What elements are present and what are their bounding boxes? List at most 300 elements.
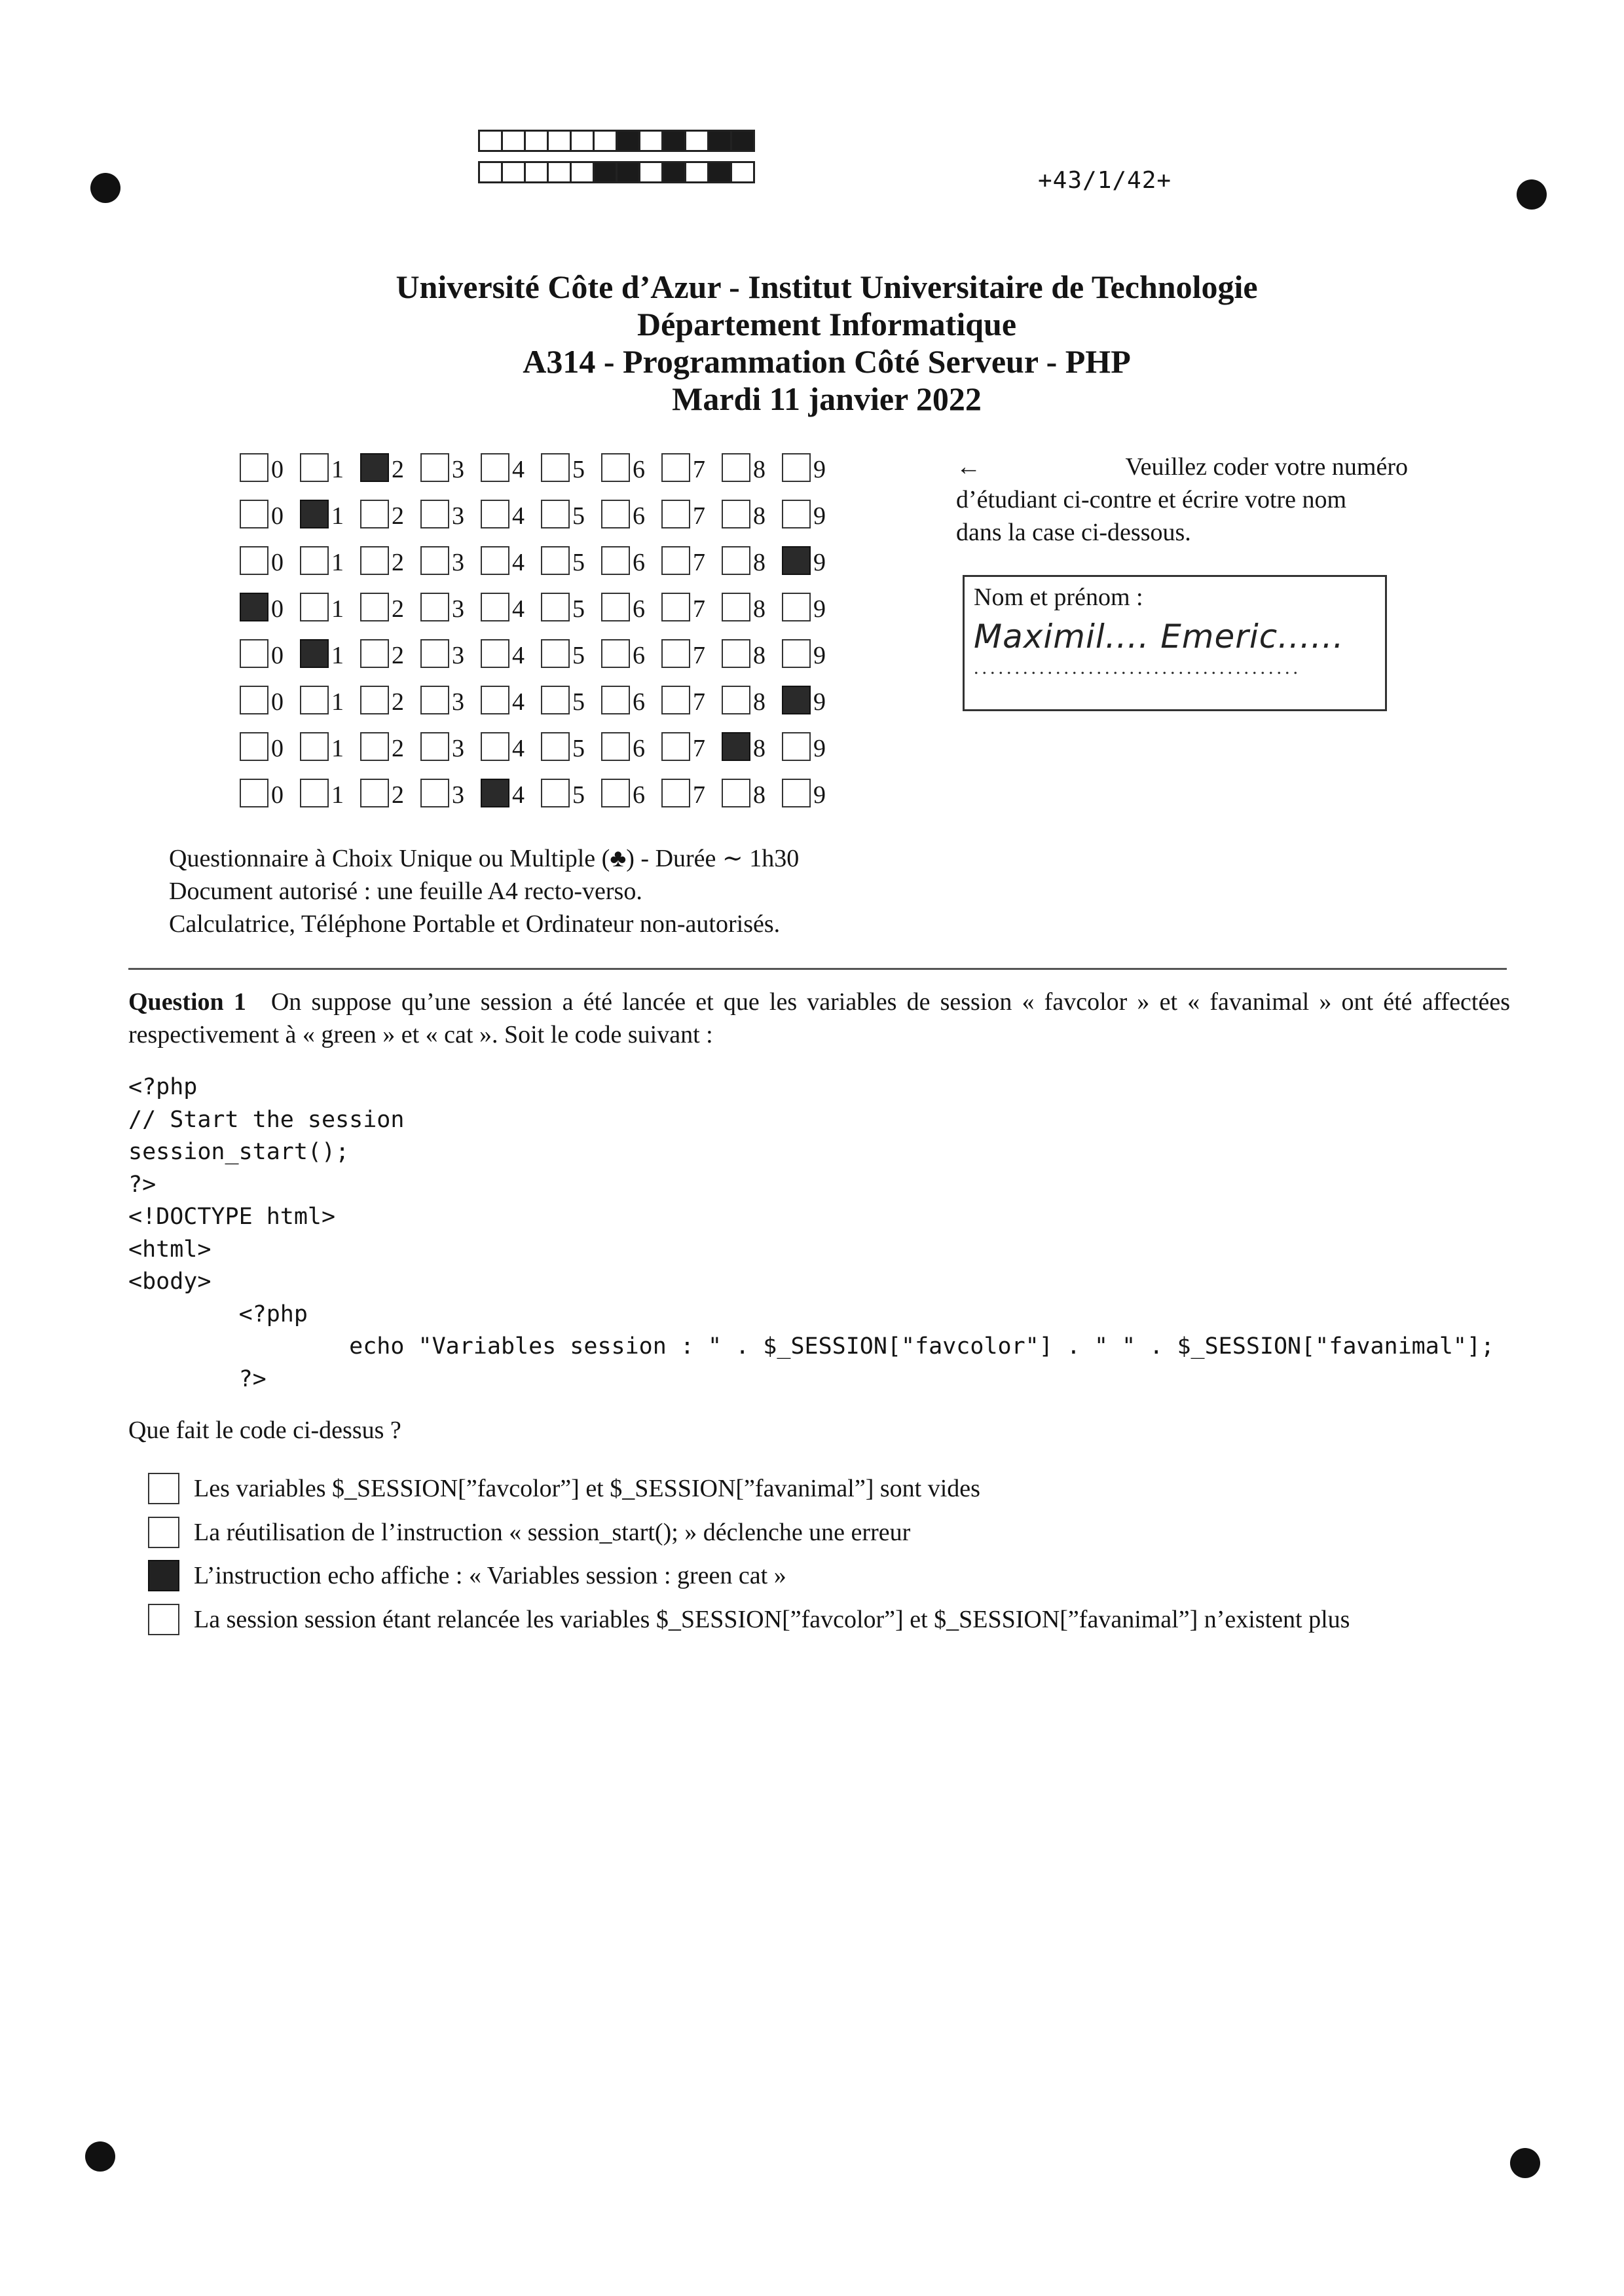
digit-checkbox[interactable] (722, 593, 750, 621)
digit-checkbox[interactable] (661, 500, 690, 528)
name-box-label: Nom et prénom : (974, 583, 1143, 611)
handwritten-name: Maximil.... Emeric...... (974, 618, 1344, 656)
digit-label: 3 (452, 734, 464, 762)
digit-label: 8 (753, 502, 766, 530)
header-course: A314 - Programmation Côté Serveur - PHP (523, 343, 1131, 380)
exam-rules (169, 842, 799, 940)
digit-checkbox[interactable] (360, 779, 389, 807)
digit-checkbox[interactable] (541, 453, 570, 482)
digit-label: 2 (392, 734, 404, 762)
answer-text: Les variables $_SESSION[”favcolor”] et $_SESSION[”favanimal”] sont vides (194, 1475, 980, 1503)
digit-option (661, 546, 722, 575)
question-prompt: Que fait le code ci-dessus ? (128, 1416, 401, 1444)
digit-label: 8 (753, 781, 766, 809)
digit-checkbox[interactable] (722, 453, 750, 482)
digit-label: 9 (813, 641, 826, 669)
digit-label: 4 (512, 595, 525, 623)
barcode-cell (570, 161, 595, 183)
digit-option (481, 546, 541, 575)
digit-label: 2 (392, 781, 404, 809)
digit-checkbox[interactable] (541, 686, 570, 714)
question-title: Question 1 (128, 988, 246, 1016)
digit-label: 1 (331, 781, 344, 809)
digit-checkbox[interactable] (661, 686, 690, 714)
digit-option (541, 546, 601, 575)
digit-label: 9 (813, 734, 826, 762)
digit-checkbox[interactable] (300, 593, 329, 621)
digit-option (360, 453, 420, 482)
digit-option (541, 453, 601, 482)
digit-checkbox[interactable] (240, 639, 268, 668)
digit-label: 6 (633, 641, 645, 669)
digit-label: 6 (633, 548, 645, 576)
barcode-cell (684, 130, 709, 152)
digit-option (782, 546, 842, 575)
barcode-cell (547, 130, 572, 152)
header-department: Département Informatique (637, 306, 1017, 343)
rules-line-3: Calculatrice, Téléphone Portable et Ordinateur non-autorisés. (169, 910, 781, 938)
digit-checkbox[interactable] (661, 779, 690, 807)
digit-option (661, 500, 722, 528)
barcode-top-row (478, 130, 753, 152)
digit-label: 3 (452, 455, 464, 483)
digit-option (782, 639, 842, 668)
digit-option (661, 453, 722, 482)
copy-identifier: +43/1/42+ (1038, 167, 1172, 194)
digit-option (661, 686, 722, 714)
digit-option (481, 686, 541, 714)
digit-label: 7 (693, 641, 705, 669)
digit-option (420, 593, 481, 621)
digit-checkbox[interactable] (300, 686, 329, 714)
digit-checkbox-filled[interactable] (722, 732, 750, 761)
digit-checkbox[interactable] (240, 732, 268, 761)
barcode-bottom-row (478, 161, 753, 183)
digit-checkbox[interactable] (420, 639, 449, 668)
answer-options (148, 1467, 1350, 1641)
digit-checkbox[interactable] (601, 779, 630, 807)
digit-label: 9 (813, 548, 826, 576)
digit-option (481, 779, 541, 807)
name-box[interactable] (963, 575, 1387, 711)
digit-checkbox-filled[interactable] (782, 546, 811, 575)
digit-option (541, 686, 601, 714)
digit-checkbox[interactable] (481, 500, 509, 528)
digit-label: 4 (512, 548, 525, 576)
digit-checkbox[interactable] (661, 546, 690, 575)
digit-option (240, 546, 300, 575)
digit-label: 1 (331, 595, 344, 623)
barcode-cell (524, 161, 549, 183)
digit-option (782, 500, 842, 528)
digit-checkbox[interactable] (601, 593, 630, 621)
digit-checkbox[interactable] (481, 639, 509, 668)
code-listing: <?php // Start the session session_start(); ?> <!DOCTYPE html> <html> <body> <?php echo "Variables session : " . $_SESSION["favcolor"] . " " . $_SESSION["favanimal"]; ?> (128, 1074, 1495, 1392)
digit-label: 5 (572, 641, 585, 669)
digit-checkbox[interactable] (420, 732, 449, 761)
digit-label: 0 (271, 502, 284, 530)
answer-checkbox[interactable] (148, 1604, 179, 1635)
digit-checkbox[interactable] (240, 546, 268, 575)
digit-option (420, 686, 481, 714)
digit-label: 6 (633, 595, 645, 623)
barcode-cell (478, 161, 503, 183)
digit-checkbox[interactable] (481, 593, 509, 621)
digit-label: 5 (572, 548, 585, 576)
digit-checkbox[interactable] (601, 453, 630, 482)
digit-checkbox[interactable] (420, 593, 449, 621)
barcode-cell (501, 161, 526, 183)
answer-checkbox[interactable] (148, 1517, 179, 1548)
digit-checkbox[interactable] (601, 732, 630, 761)
digit-label: 7 (693, 455, 705, 483)
digit-option (601, 453, 661, 482)
digit-label: 0 (271, 734, 284, 762)
digit-checkbox[interactable] (481, 686, 509, 714)
digit-label: 7 (693, 688, 705, 716)
digit-label: 6 (633, 734, 645, 762)
digit-option (240, 593, 300, 621)
digit-checkbox[interactable] (420, 686, 449, 714)
digit-label: 1 (331, 502, 344, 530)
digit-option (481, 593, 541, 621)
digit-option (300, 639, 360, 668)
digit-label: 8 (753, 734, 766, 762)
digit-option (300, 732, 360, 761)
digit-label: 1 (331, 455, 344, 483)
digit-option (661, 639, 722, 668)
digit-label: 0 (271, 455, 284, 483)
digit-label: 8 (753, 548, 766, 576)
digit-checkbox[interactable] (601, 639, 630, 668)
student-number-row (240, 676, 842, 723)
digit-option (360, 593, 420, 621)
digit-checkbox[interactable] (481, 732, 509, 761)
digit-checkbox[interactable] (541, 779, 570, 807)
answer-text: La session session étant relancée les variables $_SESSION[”favcolor”] et $_SESSION[”favanimal”] n’existent plus (194, 1605, 1350, 1633)
digit-checkbox-filled[interactable] (300, 500, 329, 528)
barcode-cell (638, 161, 663, 183)
digit-checkbox[interactable] (782, 500, 811, 528)
digit-checkbox[interactable] (722, 546, 750, 575)
barcode-cell (570, 130, 595, 152)
digit-option (722, 500, 782, 528)
digit-checkbox[interactable] (722, 500, 750, 528)
digit-option (420, 453, 481, 482)
digit-option (300, 453, 360, 482)
digit-label: 8 (753, 688, 766, 716)
barcode-cell (593, 130, 618, 152)
digit-checkbox[interactable] (541, 639, 570, 668)
digit-checkbox[interactable] (661, 593, 690, 621)
digit-option (481, 500, 541, 528)
digit-option (360, 779, 420, 807)
barcode-cell (661, 161, 686, 183)
digit-option (420, 732, 481, 761)
digit-label: 7 (693, 734, 705, 762)
digit-option (240, 732, 300, 761)
digit-checkbox[interactable] (420, 453, 449, 482)
digit-checkbox[interactable] (722, 779, 750, 807)
digit-checkbox[interactable] (782, 779, 811, 807)
digit-label: 6 (633, 502, 645, 530)
digit-option (541, 779, 601, 807)
barcode-cell (638, 130, 663, 152)
instructions-line-3: dans la case ci-dessous. (956, 519, 1191, 546)
digit-option (300, 686, 360, 714)
student-number-row (240, 537, 842, 583)
digit-label: 3 (452, 595, 464, 623)
digit-option (360, 546, 420, 575)
digit-option (722, 639, 782, 668)
digit-label: 2 (392, 455, 404, 483)
answer-checkbox-filled[interactable] (148, 1560, 179, 1591)
digit-option (601, 593, 661, 621)
digit-checkbox-filled[interactable] (300, 639, 329, 668)
digit-label: 3 (452, 781, 464, 809)
digit-label: 0 (271, 595, 284, 623)
digit-option (722, 593, 782, 621)
digit-label: 4 (512, 781, 525, 809)
digit-label: 9 (813, 781, 826, 809)
digit-option (481, 639, 541, 668)
digit-checkbox[interactable] (360, 639, 389, 668)
digit-checkbox[interactable] (300, 779, 329, 807)
digit-checkbox[interactable] (661, 453, 690, 482)
digit-option (782, 732, 842, 761)
digit-label: 2 (392, 641, 404, 669)
student-number-row (240, 630, 842, 676)
digit-option (541, 500, 601, 528)
digit-label: 1 (331, 734, 344, 762)
digit-label: 2 (392, 548, 404, 576)
digit-label: 8 (753, 641, 766, 669)
student-number-row (240, 583, 842, 630)
barcode-cell (478, 130, 503, 152)
digit-checkbox[interactable] (300, 732, 329, 761)
answer-checkbox[interactable] (148, 1473, 179, 1504)
student-number-instructions (956, 451, 1408, 549)
digit-label: 4 (512, 688, 525, 716)
divider (128, 968, 1507, 970)
digit-option (782, 686, 842, 714)
digit-option (601, 639, 661, 668)
digit-option (420, 500, 481, 528)
barcode-cell (707, 161, 732, 183)
rules-line-2: Document autorisé : une feuille A4 recto-verso. (169, 878, 642, 905)
digit-checkbox[interactable] (782, 453, 811, 482)
digit-option (360, 500, 420, 528)
student-number-row (240, 444, 842, 491)
digit-checkbox[interactable] (481, 546, 509, 575)
question-text: On suppose qu’une session a été lancée et que les variables de session « favcolor » et « favanimal » ont été affectées respectivement à « green » et « cat ». Soit le code suivant : (128, 988, 1511, 1048)
digit-label: 9 (813, 688, 826, 716)
answer-text: La réutilisation de l’instruction « session_start(); » déclenche une erreur (194, 1518, 911, 1546)
digit-checkbox[interactable] (240, 686, 268, 714)
digit-checkbox[interactable] (360, 500, 389, 528)
student-number-row (240, 723, 842, 769)
digit-label: 2 (392, 502, 404, 530)
digit-option (782, 779, 842, 807)
digit-checkbox[interactable] (300, 546, 329, 575)
barcode-cell (661, 130, 686, 152)
digit-label: 9 (813, 595, 826, 623)
digit-label: 4 (512, 455, 525, 483)
digit-label: 0 (271, 688, 284, 716)
digit-label: 2 (392, 595, 404, 623)
digit-label: 9 (813, 455, 826, 483)
digit-label: 7 (693, 548, 705, 576)
digit-checkbox[interactable] (420, 779, 449, 807)
digit-label: 5 (572, 595, 585, 623)
digit-label: 4 (512, 641, 525, 669)
digit-checkbox[interactable] (300, 453, 329, 482)
digit-checkbox[interactable] (541, 500, 570, 528)
answer-text: L’instruction echo affiche : « Variables session : green cat » (194, 1562, 786, 1590)
digit-option (541, 732, 601, 761)
registration-mark-bottom-left (85, 2141, 115, 2172)
barcode-cell (524, 130, 549, 152)
digit-checkbox[interactable] (541, 593, 570, 621)
digit-checkbox[interactable] (360, 732, 389, 761)
barcode-cell (684, 161, 709, 183)
digit-option (661, 732, 722, 761)
digit-label: 3 (452, 548, 464, 576)
digit-option (601, 779, 661, 807)
barcode-cell (547, 161, 572, 183)
student-number-grid (240, 444, 842, 816)
barcode-cell (730, 130, 755, 152)
rules-line-1: Questionnaire à Choix Unique ou Multiple (♣) - Durée ∼ 1h30 (169, 845, 800, 872)
digit-checkbox-filled[interactable] (481, 779, 509, 807)
digit-checkbox-filled[interactable] (782, 686, 811, 714)
student-number-row (240, 491, 842, 537)
barcode-cell (593, 161, 618, 183)
digit-option (722, 732, 782, 761)
digit-checkbox[interactable] (601, 546, 630, 575)
digit-label: 4 (512, 734, 525, 762)
digit-checkbox-filled[interactable] (240, 593, 268, 621)
digit-label: 0 (271, 781, 284, 809)
name-dotted-line: ........................................ (974, 657, 1301, 678)
digit-checkbox-filled[interactable] (360, 453, 389, 482)
digit-label: 7 (693, 595, 705, 623)
digit-option (240, 453, 300, 482)
digit-option (300, 593, 360, 621)
digit-label: 9 (813, 502, 826, 530)
digit-checkbox[interactable] (240, 453, 268, 482)
digit-checkbox[interactable] (661, 639, 690, 668)
digit-label: 3 (452, 502, 464, 530)
digit-checkbox[interactable] (722, 686, 750, 714)
digit-option (661, 779, 722, 807)
digit-checkbox[interactable] (661, 732, 690, 761)
digit-option (481, 453, 541, 482)
digit-label: 1 (331, 641, 344, 669)
barcode-cell (501, 130, 526, 152)
digit-option (300, 779, 360, 807)
digit-label: 3 (452, 688, 464, 716)
digit-label: 6 (633, 455, 645, 483)
digit-checkbox[interactable] (541, 732, 570, 761)
digit-label: 6 (633, 688, 645, 716)
digit-option (240, 639, 300, 668)
digit-option (722, 686, 782, 714)
registration-mark-bottom-right (1510, 2148, 1540, 2178)
digit-option (481, 732, 541, 761)
digit-option (240, 500, 300, 528)
answer-option (148, 1511, 1350, 1555)
question-statement (128, 986, 1510, 1051)
digit-label: 5 (572, 734, 585, 762)
digit-label: 5 (572, 502, 585, 530)
digit-checkbox[interactable] (601, 686, 630, 714)
digit-checkbox[interactable] (420, 546, 449, 575)
header-university: Université Côte d’Azur - Institut Universitaire de Technologie (396, 268, 1258, 305)
digit-option (601, 686, 661, 714)
barcode-cell (730, 161, 755, 183)
digit-checkbox[interactable] (481, 453, 509, 482)
digit-checkbox[interactable] (722, 639, 750, 668)
digit-checkbox[interactable] (420, 500, 449, 528)
digit-label: 0 (271, 548, 284, 576)
digit-label: 7 (693, 502, 705, 530)
digit-checkbox[interactable] (360, 686, 389, 714)
answer-option (148, 1467, 1350, 1511)
instructions-line-2: d’étudiant ci-contre et écrire votre nom (956, 486, 1347, 513)
student-number-row (240, 769, 842, 816)
digit-checkbox[interactable] (601, 500, 630, 528)
digit-option (360, 639, 420, 668)
digit-option (601, 500, 661, 528)
digit-option (782, 453, 842, 482)
digit-checkbox[interactable] (782, 732, 811, 761)
left-arrow-icon: ← (956, 453, 981, 481)
digit-label: 8 (753, 455, 766, 483)
digit-checkbox[interactable] (240, 779, 268, 807)
digit-label: 5 (572, 688, 585, 716)
digit-checkbox[interactable] (360, 593, 389, 621)
digit-label: 5 (572, 455, 585, 483)
digit-option (420, 546, 481, 575)
digit-checkbox[interactable] (782, 593, 811, 621)
digit-option (541, 593, 601, 621)
digit-checkbox[interactable] (782, 639, 811, 668)
digit-label: 1 (331, 548, 344, 576)
digit-checkbox[interactable] (240, 500, 268, 528)
digit-option (601, 732, 661, 761)
digit-label: 8 (753, 595, 766, 623)
digit-label: 7 (693, 781, 705, 809)
digit-option (360, 686, 420, 714)
digit-option (661, 593, 722, 621)
digit-checkbox[interactable] (541, 546, 570, 575)
barcode-cell (616, 130, 640, 152)
digit-option (541, 639, 601, 668)
registration-mark-top-left (90, 173, 120, 203)
digit-checkbox[interactable] (360, 546, 389, 575)
digit-option (360, 732, 420, 761)
answer-option (148, 1598, 1350, 1642)
barcode-cell (616, 161, 640, 183)
instructions-line-1: Veuillez coder votre numéro (1125, 453, 1408, 481)
digit-label: 6 (633, 781, 645, 809)
digit-label: 0 (271, 641, 284, 669)
digit-option (601, 546, 661, 575)
digit-option (420, 639, 481, 668)
digit-option (722, 779, 782, 807)
digit-option (782, 593, 842, 621)
